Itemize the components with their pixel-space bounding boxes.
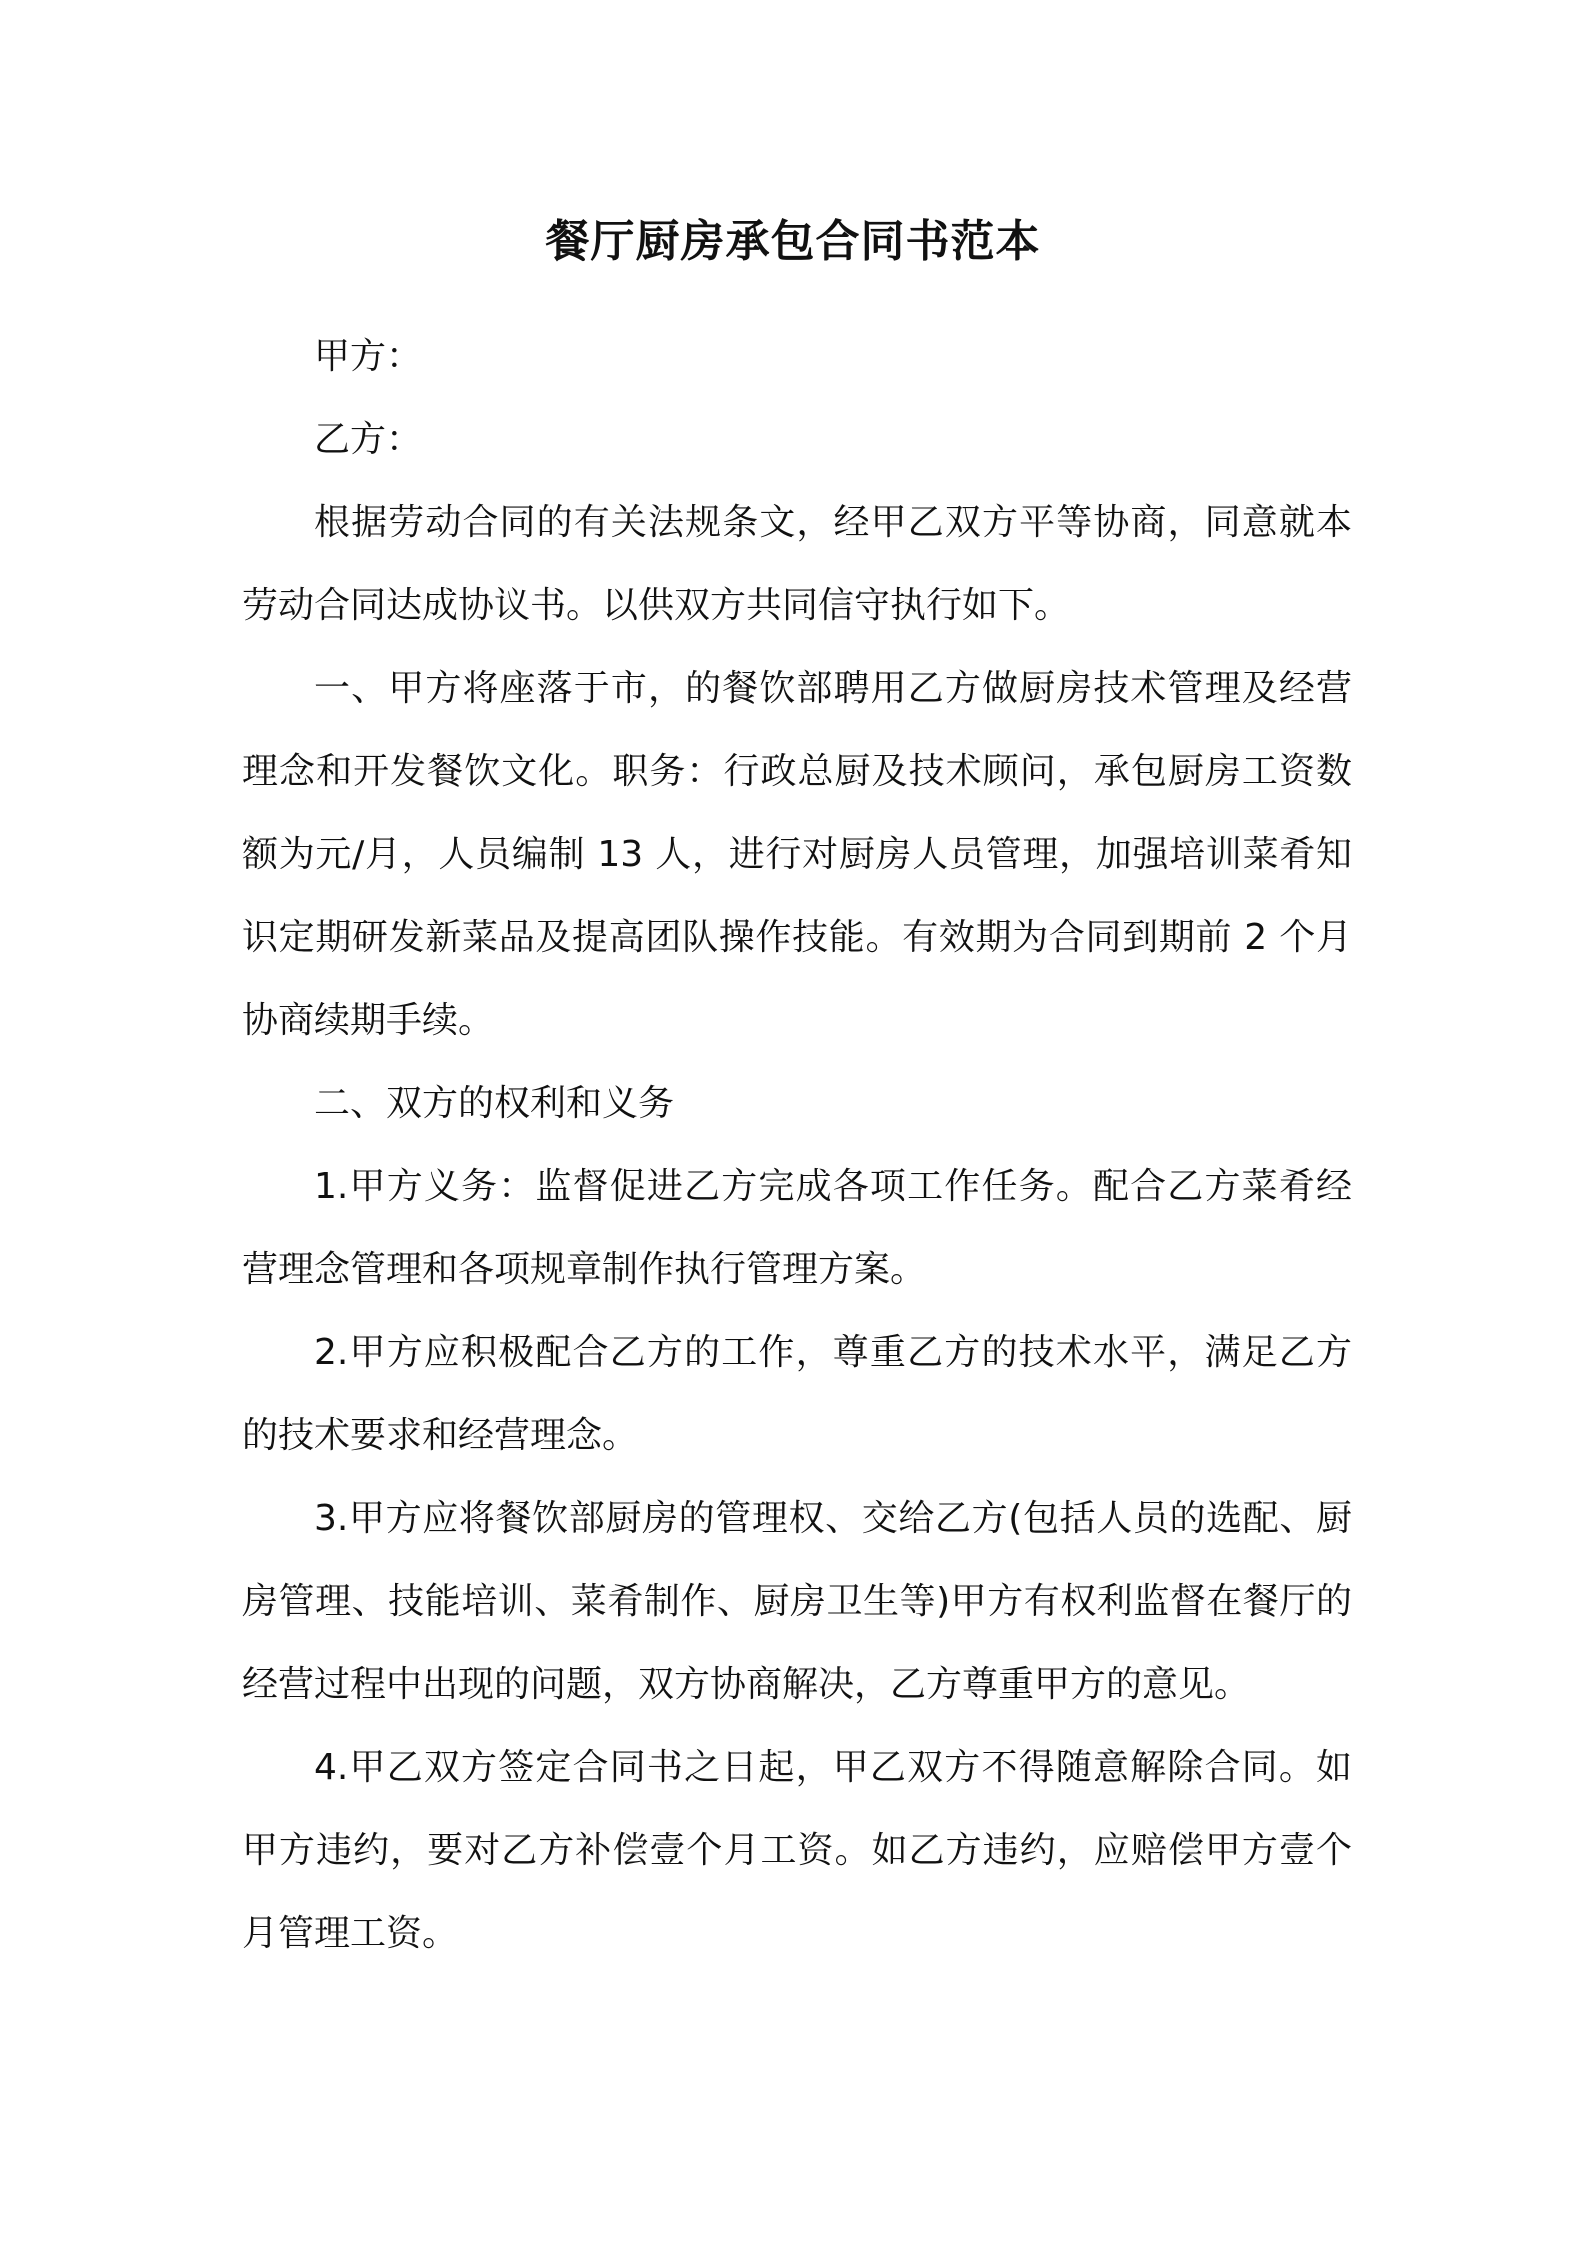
- party-a-line: 甲方：: [314, 336, 423, 377]
- party-b-line: 乙方：: [314, 419, 423, 460]
- clause-1-paragraph: 1.甲方义务：监督促进乙方完成各项工作任务。配合乙方菜肴经营理念管理和各项规章制作执行管理方案。: [242, 1166, 1352, 1290]
- clause-2-paragraph: 2.甲方应积极配合乙方的工作，尊重乙方的技术水平，满足乙方的技术要求和经营理念。: [242, 1332, 1352, 1456]
- clause-4-paragraph: 4.甲乙双方签定合同书之日起，甲乙双方不得随意解除合同。如甲方违约，要对乙方补偿壹个月工资。如乙方违约，应赔偿甲方壹个月管理工资。: [242, 1747, 1352, 1954]
- section-1-paragraph: 一、甲方将座落于市，的餐饮部聘用乙方做厨房技术管理及经营理念和开发餐饮文化。职务：行政总厨及技术顾问，承包厨房工资数额为元/月，人员编制 13 人，进行对厨房人员管理，加强培训菜肴知识定期研发新菜品及提高团队操作技能。有效期为合同到期前 2 个月协商续期手续。: [242, 668, 1352, 1041]
- preamble-paragraph: 根据劳动合同的有关法规条文，经甲乙双方平等协商，同意就本劳动合同达成协议书。以供双方共同信守执行如下。: [242, 502, 1352, 626]
- clause-3-paragraph: 3.甲方应将餐饮部厨房的管理权、交给乙方(包括人员的选配、厨房管理、技能培训、菜肴制作、厨房卫生等)甲方有权利监督在餐厅的经营过程中出现的问题，双方协商解决，乙方尊重甲方的意见。: [242, 1498, 1352, 1705]
- section-2-heading: 二、双方的权利和义务: [314, 1083, 675, 1124]
- document-body: [242, 315, 1352, 1975]
- document-title: 餐厅厨房承包合同书范本: [545, 216, 1041, 267]
